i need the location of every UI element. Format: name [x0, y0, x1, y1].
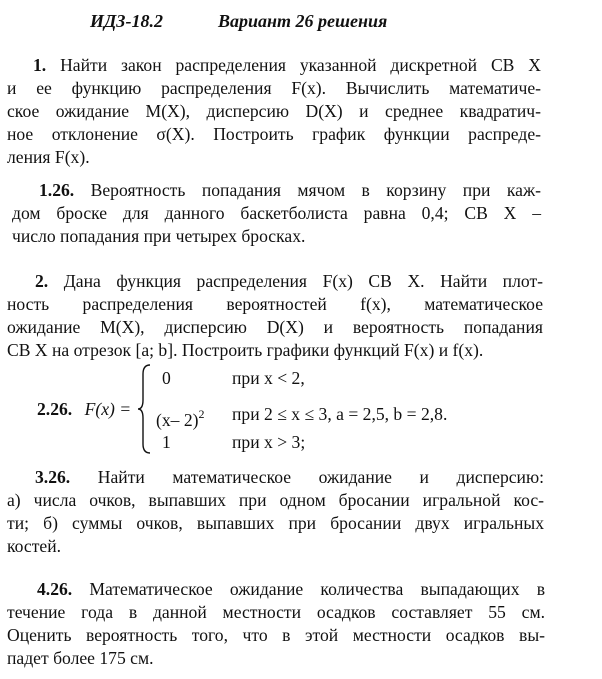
task-1-line-1 [33, 54, 541, 76]
case-1-value: 0 [162, 368, 171, 388]
header-code: ИДЗ-18.2 [90, 11, 163, 31]
case-1-condition: при x < 2, [232, 368, 305, 388]
task-1-line-5: ления F(x). [7, 147, 90, 167]
problem-4-26-text: Математическое ожидание количества выпадающих в [89, 579, 545, 599]
problem-1-26-line-1 [39, 179, 541, 201]
case-2-exponent: 2 [198, 407, 205, 421]
formula-lhs: F(x) = [84, 399, 132, 419]
left-brace-icon [137, 364, 151, 454]
problem-1-26-line-3: число попадания при четырех бросках. [12, 226, 306, 246]
problem-3-26-text: Найти математическое ожидание и дисперсию: [97, 467, 544, 487]
header-variant: Вариант 26 решения [218, 11, 388, 31]
problem-2-26-number: 2.26. [37, 399, 73, 419]
task-2-line-2: ность распределения вероятностей f(x), математическое [7, 294, 543, 314]
task-1-number: 1. [33, 55, 47, 75]
problem-3-26-number: 3.26. [35, 467, 71, 487]
task-1-line-4: ное отклонение σ(X). Построить график функции распреде- [7, 124, 541, 144]
problem-4-26-line-4: падет более 175 см. [7, 648, 154, 668]
case-3-value: 1 [162, 432, 171, 452]
case-2-condition: при 2 ≤ x ≤ 3, a = 2,5, b = 2,8. [232, 404, 448, 424]
problem-4-26-line-3: Оценить вероятность того, что в этой местности осадков вы- [7, 625, 545, 645]
task-2-text: Дана функция распределения F(x) СВ X. Найти плот- [63, 271, 543, 291]
task-2-line-4: СВ X на отрезок [a; b]. Построить графики функций F(x) и f(x). [7, 340, 484, 360]
problem-4-26-number: 4.26. [37, 579, 73, 599]
task-1-line-2: и ее функцию распределения F(x). Вычислить математиче- [7, 78, 541, 98]
problem-3-26-line-2: а) числа очков, выпавших при одном бросании игральной кос- [7, 490, 544, 510]
problem-4-26-line-1 [37, 578, 545, 600]
task-1-text: Найти закон распределения указанной дискретной СВ X [60, 55, 541, 75]
case-3-condition: при x > 3; [232, 432, 306, 452]
problem-1-26-number: 1.26. [39, 180, 75, 200]
problem-4-26-line-2: течение года в данной местности осадков составляет 55 см. [7, 602, 545, 622]
case-2-base: (x– 2) [156, 410, 199, 430]
task-2-line-3: ожидание M(X), дисперсию D(X) и вероятность попадания [7, 317, 543, 337]
problem-3-26-line-4: костей. [7, 536, 62, 556]
problem-3-26-line-3: ти; б) суммы очков, выпавших при бросании двух игральных [7, 513, 544, 533]
problem-3-26-line-1 [35, 466, 544, 488]
task-2-number: 2. [35, 271, 49, 291]
case-2-value [156, 403, 205, 431]
task-2-line-1 [35, 270, 543, 292]
task-1-line-3: ское ожидание M(X), дисперсию D(X) и среднее квадратич- [7, 101, 541, 121]
problem-1-26-text: Вероятность попадания мячом в корзину при каж- [90, 180, 541, 200]
problem-1-26-line-2: дом броске для данного баскетболиста равна 0,4; СВ X – [12, 203, 541, 223]
problem-2-26-line [37, 398, 131, 420]
